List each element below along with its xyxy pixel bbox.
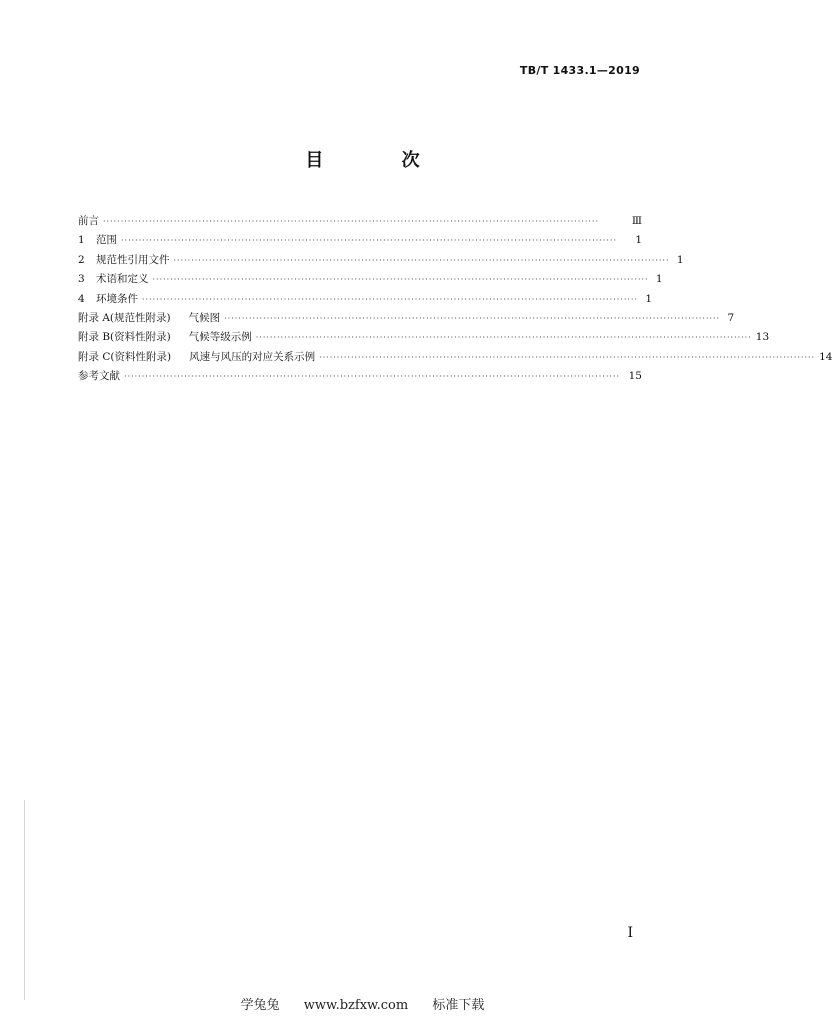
toc-entry-label: 附录 C(资料性附录) 风速与风压的对应关系示例 — [78, 350, 316, 363]
toc-entry-label: 前言 — [78, 215, 99, 227]
page-number: I — [627, 925, 633, 941]
toc-leader-dots: ············································································································································ — [121, 236, 618, 246]
toc-leader-dots: ············································································································································ — [124, 372, 621, 382]
toc-page-number: 13 — [755, 331, 770, 344]
footer-site-url[interactable]: www.bzfxw.com — [303, 998, 409, 1013]
footer-watermark — [0, 994, 725, 1013]
toc-entry-annex-a[interactable] — [78, 309, 735, 328]
scan-edge-line — [24, 800, 25, 1000]
toc-entry-terms-definitions[interactable] — [78, 270, 663, 289]
toc-entry-environmental-conditions[interactable] — [78, 290, 653, 309]
toc-page-number: 7 — [727, 311, 735, 324]
footer-site-name: 学兔兔 — [240, 998, 280, 1013]
toc-page-number: 15 — [628, 370, 642, 383]
toc-entry-foreword[interactable] — [78, 212, 642, 231]
toc-page-number: 1 — [645, 292, 653, 305]
toc-leader-dots: ············································································································································ — [103, 217, 600, 226]
toc-entry-label: 参考文献 — [78, 370, 120, 383]
toc-entry-label: 1 范围 — [78, 234, 117, 247]
toc-entry-scope[interactable] — [78, 231, 642, 250]
toc-entry-label: 附录 B(资料性附录) 气候等级示例 — [78, 331, 252, 344]
toc-page-number: 1 — [655, 273, 663, 286]
toc-entry-bibliography[interactable] — [78, 367, 642, 386]
page-title: 目 次 — [305, 150, 456, 171]
toc-entry-annex-c[interactable] — [78, 348, 832, 367]
toc-entry-annex-b[interactable] — [78, 328, 770, 347]
toc-entry-normative-references[interactable] — [78, 251, 684, 270]
toc-page-number: 1 — [676, 253, 684, 266]
toc-leader-dots: ············································································································································ — [173, 255, 670, 265]
toc-page-number: 1 — [635, 234, 642, 247]
toc-entry-label: 附录 A(规范性附录) 气候图 — [78, 311, 221, 324]
toc-page-number: Ⅲ — [631, 215, 642, 227]
document-code: TB/T 1433.1—2019 — [519, 64, 640, 77]
footer-tagline: 标准下载 — [432, 998, 485, 1013]
table-of-contents — [78, 212, 832, 387]
toc-leader-dots: ············································································································································ — [152, 275, 649, 285]
toc-page-number: 14 — [819, 350, 832, 363]
toc-entry-label: 3 术语和定义 — [78, 273, 149, 286]
toc-leader-dots: ············································································································································ — [319, 352, 816, 362]
toc-leader-dots: ············································································································································ — [224, 313, 721, 323]
toc-leader-dots: ············································································································································ — [142, 294, 639, 304]
toc-leader-dots: ············································································································································ — [255, 333, 752, 343]
toc-entry-label: 4 环境条件 — [78, 292, 138, 305]
toc-entry-label: 2 规范性引用文件 — [78, 253, 170, 266]
